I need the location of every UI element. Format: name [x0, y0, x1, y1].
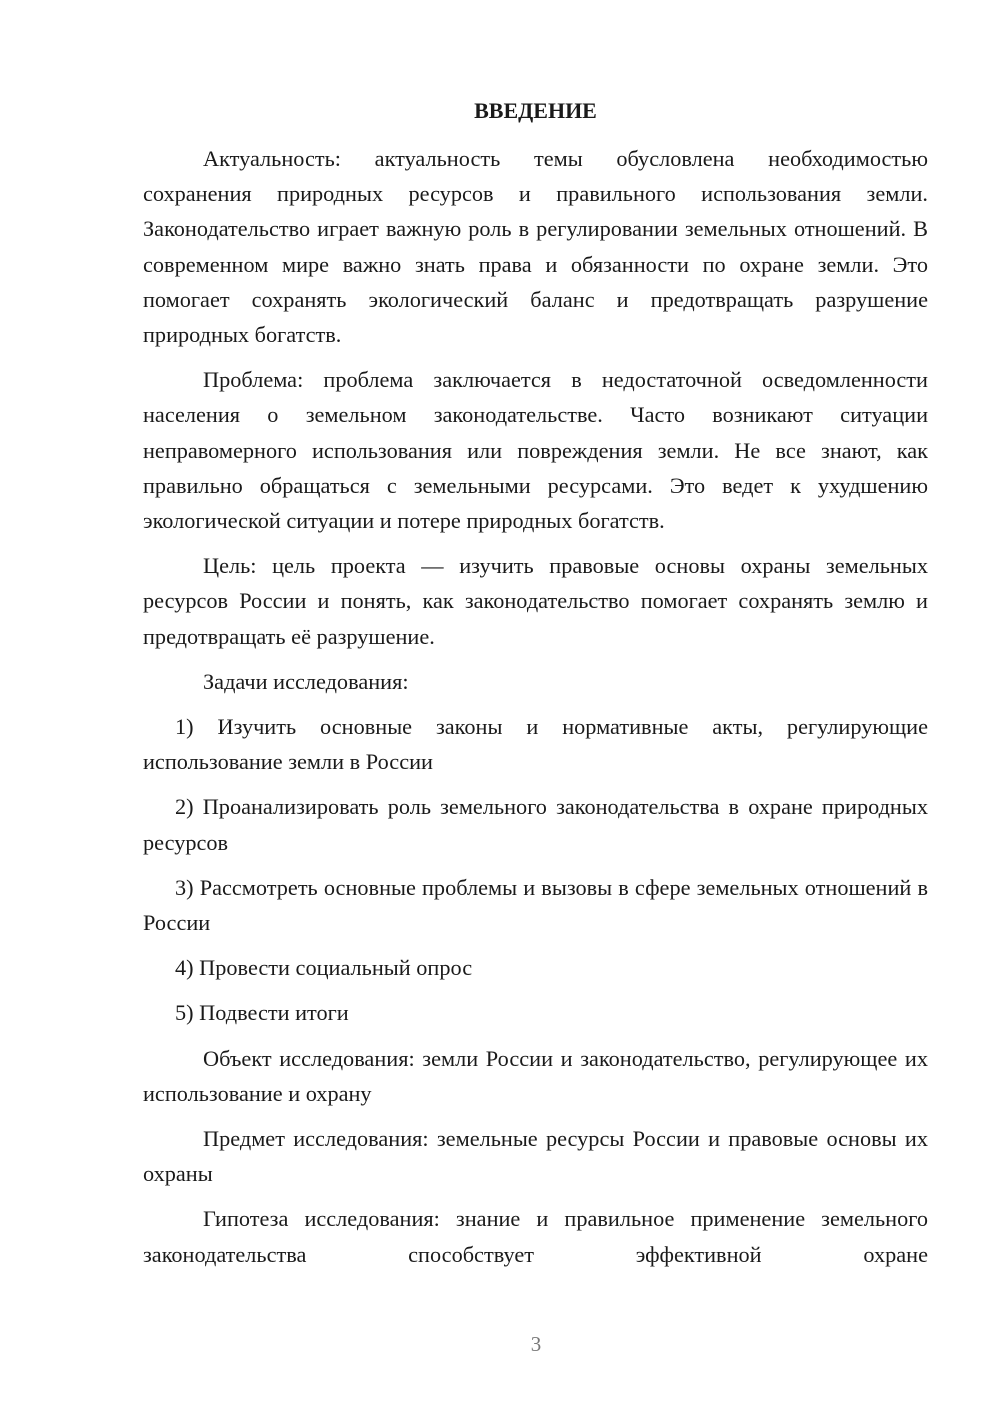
task-item: [143, 995, 928, 1030]
section-title: ВВЕДЕНИЕ: [474, 98, 597, 123]
task-text: Изучить основные законы и нормативные акты, регулирующие использование земли в России: [143, 714, 928, 775]
paragraph-relevance: Актуальность: актуальность темы обусловлена необходимостью сохранения природных ресурсов и правильного использования земли. Законодательство играет важную роль в регулировании земельных отношений. В современном мире важно знать права и обязанности по охране земли. Это помогает сохранять экологический баланс и предотвращать разрушение природных богатств.: [143, 146, 928, 348]
task-text: Рассмотреть основные проблемы и вызовы в сфере земельных отношений в России: [143, 874, 928, 936]
paragraph-hypothesis: Гипотеза исследования: знание и правильное применение земельного законодательства способствует эффективной охране: [143, 1206, 928, 1267]
task-text: Провести социальный опрос: [199, 955, 473, 981]
paragraph-object: Объект исследования: земли России и законодательство, регулирующее их использование и охрану: [143, 1045, 928, 1106]
task-text: Подвести итоги: [199, 1000, 349, 1026]
task-item: [143, 789, 928, 859]
paragraph-subject: Предмет исследования: земельные ресурсы России и правовые основы их охраны: [143, 1126, 928, 1187]
tasks-heading: Задачи исследования:: [203, 668, 409, 694]
task-number: 1): [175, 714, 194, 740]
task-item: [143, 709, 928, 779]
task-number: 4): [175, 955, 194, 981]
task-number: 3): [175, 874, 194, 900]
task-list: [143, 709, 928, 1031]
page-number: 3: [530, 1332, 542, 1356]
task-number: 5): [175, 1000, 194, 1026]
task-number: 2): [175, 794, 194, 820]
task-text: Проанализировать роль земельного законодательства в охране природных ресурсов: [143, 794, 928, 855]
paragraph-goal: Цель: цель проекта — изучить правовые основы охраны земельных ресурсов России и понять, как законодательство помогает сохранять землю и предотвращать её разрушение.: [143, 553, 928, 649]
task-item: [143, 950, 928, 985]
page-content: [143, 93, 928, 1282]
task-item: [143, 870, 928, 940]
paragraph-problem: Проблема: проблема заключается в недостаточной осведомленности населения о земельном законодательстве. Часто возникают ситуации неправомерного использования или повреждения земли. Не все знают, как правильно обращаться с земельными ресурсами. Это ведет к ухудшению экологической ситуации и потере природных богатств.: [143, 367, 928, 534]
